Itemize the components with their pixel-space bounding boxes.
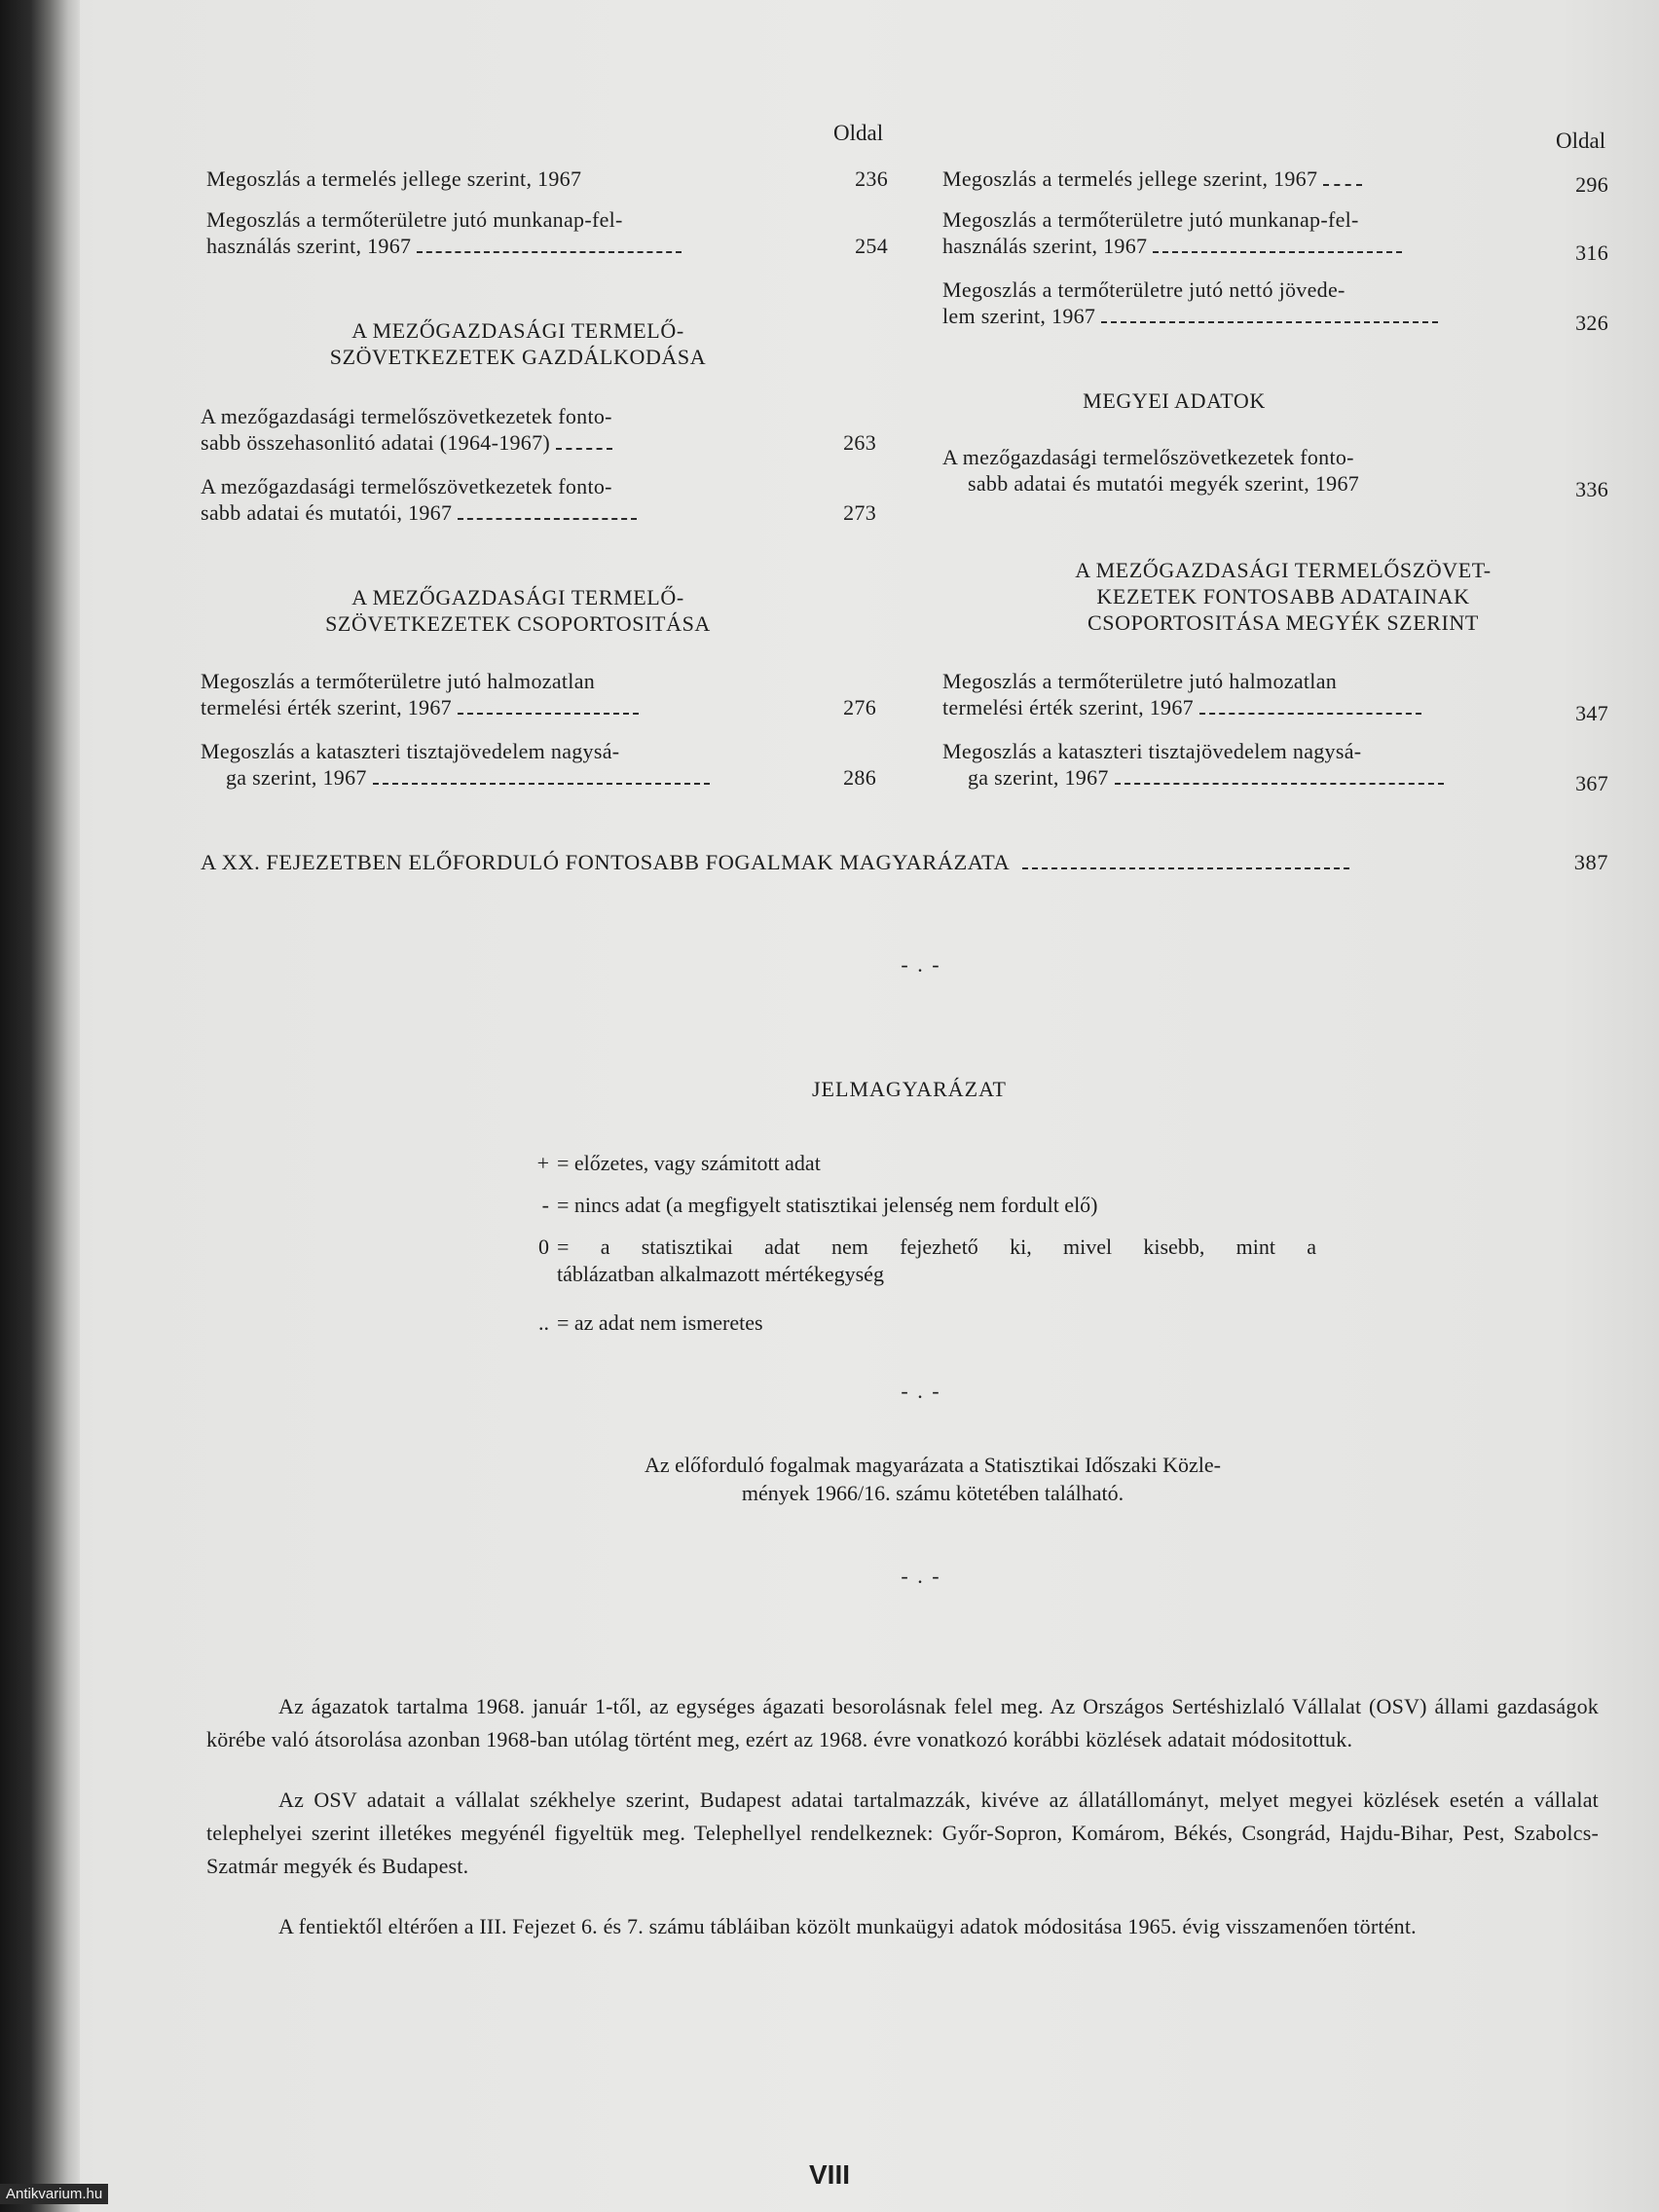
body-text bbox=[206, 1690, 1599, 1971]
toc-page-number: 296 bbox=[1575, 172, 1608, 197]
toc-entry[interactable]: Megoszlás a termőterületre jutó munkanap-fel- használás szerint, 1967 254 bbox=[206, 207, 888, 258]
toc-entry-full-width[interactable]: A XX. FEJEZETBEN ELŐFORDULÓ FONTOSABB FOGALMAK MAGYARÁZATA 387 bbox=[201, 850, 1608, 874]
toc-page-number: 347 bbox=[1575, 701, 1608, 725]
legend-title: JELMAGYARÁZAT bbox=[812, 1077, 1007, 1101]
toc-entry[interactable]: A mezőgazdasági termelőszövetkezetek fonto- sabb összehasonlitó adatai (1964-1967) 263 bbox=[201, 404, 876, 455]
legend-item: + = előzetes, vagy számitott adat bbox=[536, 1151, 821, 1175]
toc-entry[interactable]: Megoszlás a termelés jellege szerint, 1967 296 bbox=[942, 166, 1608, 197]
toc-page-number: 336 bbox=[1575, 477, 1608, 501]
legend bbox=[506, 1149, 1382, 1344]
toc-entry[interactable]: Megoszlás a termőterületre jutó halmozatlan termelési érték szerint, 1967 276 bbox=[201, 669, 876, 719]
toc-entry[interactable]: Megoszlás a termőterületre jutó halmozatlan termelési érték szerint, 1967 347 bbox=[942, 669, 1608, 725]
toc-entry[interactable]: A mezőgazdasági termelőszövetkezetek fonto- sabb adatai és mutatói, 1967 273 bbox=[201, 474, 876, 525]
page-number: VIII bbox=[808, 2159, 850, 2190]
toc-entry[interactable]: Megoszlás a kataszteri tisztajövedelem nagysá- ga szerint, 1967 286 bbox=[201, 739, 876, 790]
toc-page-number: 236 bbox=[855, 166, 888, 191]
separator: - . - bbox=[901, 1564, 941, 1588]
legend-item: .. = az adat nem ismeretes bbox=[538, 1310, 763, 1335]
paragraph: Az OSV adatait a vállalat székhelye szerint, Budapest adatai tartalmazzák, kivéve az állatállományt, melyet megyei közlések esetén a vállalat telephelyei szerint illetékes megyénél figyeltük meg. Telephellyel rendelkeznek: Győr-Sopron, Komárom, Békés, Csongrád, Hajdu-Bihar, Pest, Szabolcs-Szatmár megyék és Budapest. bbox=[206, 1788, 1599, 1878]
definitions-note: Az előforduló fogalmak magyarázata a Statisztikai Időszaki Közle- mények 1966/16. számu kötetében található. bbox=[645, 1453, 1221, 1505]
legend-item: 0 = a statisztikai adat nem fejezhető ki, mivel kisebb, mint a táblázatban alkalmazott mértékegység bbox=[538, 1235, 1316, 1286]
toc-page-number: 316 bbox=[1575, 240, 1608, 265]
toc-left-column bbox=[201, 0, 888, 876]
watermark: Antikvarium.hu bbox=[0, 2184, 108, 2204]
toc-page-number: 286 bbox=[843, 765, 876, 790]
toc-right-column bbox=[942, 0, 1608, 876]
toc-page-number: 276 bbox=[843, 695, 876, 719]
toc-entry[interactable]: Megoszlás a termőterületre jutó nettó jövede- lem szerint, 1967 326 bbox=[942, 277, 1608, 335]
toc-entry[interactable]: Megoszlás a kataszteri tisztajövedelem nagysá- ga szerint, 1967 367 bbox=[942, 739, 1608, 795]
separator: - . - bbox=[901, 952, 941, 977]
toc-entry[interactable]: A mezőgazdasági termelőszövetkezetek fonto- sabb adatai és mutatói megyék szerint, 1967 336 bbox=[942, 445, 1608, 501]
section-heading: A MEZŐGAZDASÁGI TERMELŐ- SZÖVETKEZETEK CSOPORTOSITÁSA bbox=[325, 585, 711, 636]
section-heading: MEGYEI ADATOK bbox=[1083, 388, 1266, 413]
toc-page-number: 254 bbox=[855, 234, 888, 258]
toc-page-number: 326 bbox=[1575, 311, 1608, 335]
legend-item: - = nincs adat (a megfigyelt statisztikai jelenség nem fordult elő) bbox=[541, 1193, 1098, 1217]
toc-entry[interactable]: Megoszlás a termelés jellege szerint, 1967 236 bbox=[206, 166, 888, 191]
toc-entry[interactable]: Megoszlás a termőterületre jutó munkanap-fel- használás szerint, 1967 316 bbox=[942, 207, 1608, 265]
section-heading: A MEZŐGAZDASÁGI TERMELŐSZÖVET- KEZETEK FONTOSABB ADATAINAK CSOPORTOSITÁSA MEGYÉK SZERINT bbox=[1075, 558, 1492, 635]
paragraph: Az ágazatok tartalma 1968. január 1-től, az egységes ágazati besorolásnak felel meg. Az Országos Sertéshizlaló Vállalat (OSV) állami gazdaságok körébe való átsorolása azonban 1968-ban utólag történt meg, ezért az 1968. évre vonatkozó korábbi közlések adatait módositottuk. bbox=[206, 1694, 1599, 1751]
book-binding-shadow bbox=[0, 0, 80, 2212]
toc-page-number: 263 bbox=[843, 430, 876, 455]
toc-page-number: 367 bbox=[1575, 771, 1608, 795]
toc-page-number: 273 bbox=[843, 500, 876, 525]
section-heading: A MEZŐGAZDASÁGI TERMELŐ- SZÖVETKEZETEK GAZDÁLKODÁSA bbox=[329, 318, 707, 369]
toc-page-number: 387 bbox=[1573, 850, 1608, 874]
separator: - . - bbox=[901, 1379, 941, 1403]
paragraph: A fentiektől eltérően a III. Fejezet 6. és 7. számu tábláiban közölt munkaügyi adatok módositása 1965. évig visszamenően történt. bbox=[278, 1914, 1417, 1938]
oldal-header-left: Oldal bbox=[833, 121, 884, 145]
oldal-header-right: Oldal bbox=[1556, 129, 1606, 153]
